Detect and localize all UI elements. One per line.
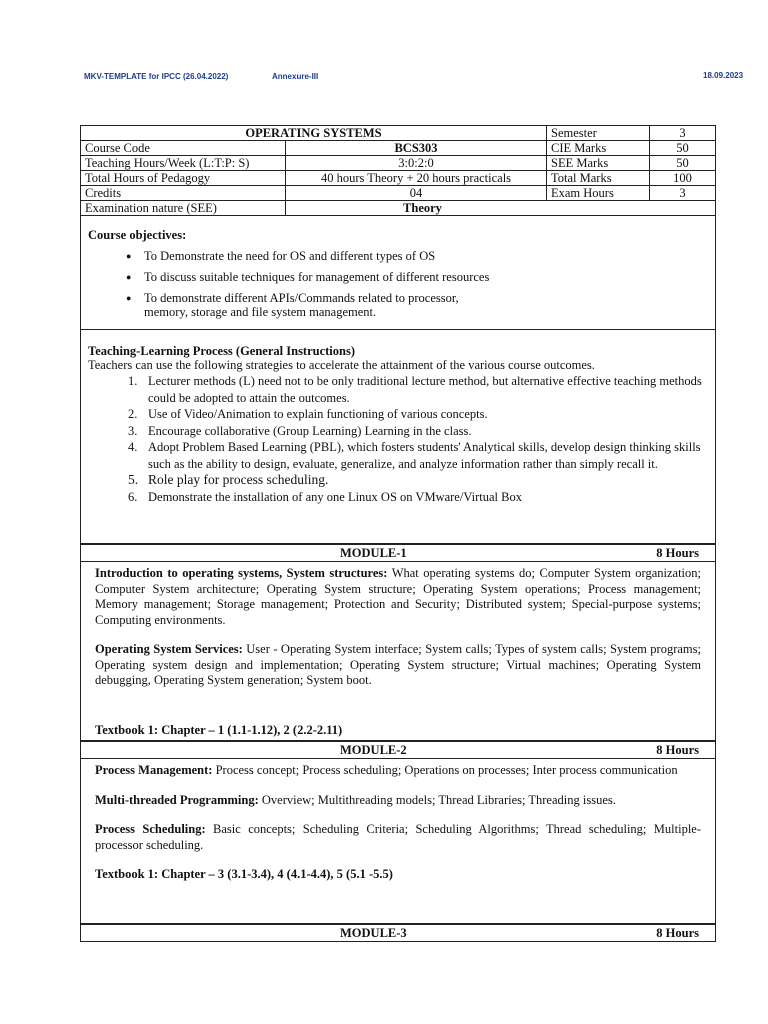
list-number: 5. bbox=[128, 472, 139, 487]
objectives-list bbox=[88, 249, 715, 319]
list-item bbox=[128, 472, 715, 489]
course-title: OPERATING SYSTEMS bbox=[81, 126, 547, 141]
list-text: Lecturer methods (L) need not to be only traditional lecture method, but alternative effective teaching methods could be adopted to attain the outcomes. bbox=[148, 374, 702, 405]
objectives-title: Course objectives: bbox=[88, 228, 187, 242]
module-3 bbox=[80, 924, 716, 942]
annexure-label: Annexure-III bbox=[272, 72, 319, 81]
topic-text: What operating systems do; Computer System organization; Computer System architecture; Operating System structure; Operating System operations; Process management; Memory management; Storage management; Protection and Security; Distributed system; Special-purpose systems; Computing environments. bbox=[95, 566, 701, 627]
topic-heading: Process Scheduling: bbox=[95, 822, 206, 836]
table-cell: SEE Marks bbox=[547, 156, 650, 171]
table-row bbox=[81, 186, 716, 201]
topic-heading: Operating System Services: bbox=[95, 642, 243, 656]
teaching-learning-process bbox=[80, 330, 716, 544]
table-cell: 100 bbox=[650, 171, 716, 186]
table-cell: CIE Marks bbox=[547, 141, 650, 156]
module-header bbox=[81, 544, 715, 562]
module-paragraph bbox=[95, 763, 701, 779]
table-cell: 50 bbox=[650, 156, 716, 171]
table-cell: Teaching Hours/Week (L:T:P: S) bbox=[81, 156, 286, 171]
teaching-intro: Teachers can use the following strategies to accelerate the attainment of the various course outcomes. bbox=[88, 358, 595, 372]
table-cell: Examination nature (SEE) bbox=[81, 201, 286, 216]
list-item bbox=[128, 489, 715, 506]
module-paragraph bbox=[95, 793, 701, 809]
table-cell: Semester bbox=[547, 126, 650, 141]
module-header bbox=[81, 924, 715, 942]
module-header bbox=[81, 741, 715, 759]
table-cell: Total Marks bbox=[547, 171, 650, 186]
table-cell: Theory bbox=[286, 201, 716, 216]
table-cell: Course Code bbox=[81, 141, 286, 156]
course-info-table bbox=[80, 125, 716, 216]
module-title: MODULE-1 bbox=[340, 546, 407, 560]
topic-text: Overview; Multithreading models; Thread Libraries; Threading issues. bbox=[258, 792, 616, 807]
topic-text: User - Operating System interface; System calls; Types of system calls; System programs; Operating system design and implementation; Operating System structure; Virtual machines; Operating System debugging, Operating System generation; System boot. bbox=[95, 642, 701, 687]
topic-heading: Process Management: bbox=[95, 763, 213, 777]
list-item: ● To Demonstrate the need for OS and different types of OS bbox=[144, 249, 715, 263]
table-row bbox=[81, 171, 716, 186]
syllabus-frame bbox=[80, 125, 716, 942]
table-cell: Exam Hours bbox=[547, 186, 650, 201]
module-1 bbox=[80, 544, 716, 741]
course-objectives bbox=[80, 216, 716, 330]
textbook-reference: Textbook 1: Chapter – 3 (3.1-3.4), 4 (4.1-4.4), 5 (5.1 -5.5) bbox=[95, 867, 393, 881]
list-item bbox=[128, 406, 715, 423]
module-paragraph bbox=[95, 642, 701, 689]
teaching-title: Teaching-Learning Process (General Instructions) bbox=[88, 344, 356, 358]
list-item bbox=[144, 291, 715, 319]
table-cell: 3 bbox=[650, 186, 716, 201]
textbook-reference: Textbook 1: Chapter – 1 (1.1-1.12), 2 (2.2-2.11) bbox=[95, 722, 343, 737]
module-2 bbox=[80, 741, 716, 924]
table-cell: BCS303 bbox=[286, 141, 547, 156]
table-cell: Total Hours of Pedagogy bbox=[81, 171, 286, 186]
template-label: MKV-TEMPLATE for IPCC (26.04.2022) bbox=[84, 72, 229, 81]
list-item-line: memory, storage and file system management. bbox=[144, 305, 377, 319]
table-row bbox=[81, 156, 716, 171]
module-title: MODULE-3 bbox=[340, 926, 407, 940]
list-number: 3. bbox=[128, 423, 138, 438]
topic-heading: Multi-threaded Programming: bbox=[95, 792, 259, 807]
table-cell: 3 bbox=[650, 126, 716, 141]
table-cell: Credits bbox=[81, 186, 286, 201]
module-paragraph bbox=[95, 566, 701, 628]
list-text: Use of Video/Animation to explain functioning of various concepts. bbox=[148, 407, 488, 421]
document-date: 18.09.2023 bbox=[703, 71, 744, 80]
list-number: 6. bbox=[128, 489, 138, 504]
module-hours: 8 Hours bbox=[656, 743, 699, 757]
table-row bbox=[81, 201, 716, 216]
topic-heading: Introduction to operating systems, System structures: bbox=[95, 566, 388, 580]
module-hours: 8 Hours bbox=[656, 546, 699, 560]
list-number: 4. bbox=[128, 440, 138, 454]
table-row bbox=[81, 141, 716, 156]
list-item bbox=[128, 373, 715, 406]
module-hours: 8 Hours bbox=[656, 926, 699, 940]
module-paragraph bbox=[95, 822, 701, 853]
table-cell: 50 bbox=[650, 141, 716, 156]
module-body bbox=[81, 562, 715, 740]
teaching-list bbox=[88, 373, 715, 505]
module-title: MODULE-2 bbox=[340, 743, 407, 757]
module-body bbox=[81, 759, 715, 923]
list-item-line: To demonstrate different APIs/Commands related to processor, bbox=[144, 291, 459, 305]
table-cell: 40 hours Theory + 20 hours practicals bbox=[286, 171, 547, 186]
list-item bbox=[128, 423, 715, 440]
table-cell: 04 bbox=[286, 186, 547, 201]
list-number: 2. bbox=[128, 407, 138, 421]
list-text: Demonstrate the installation of any one Linux OS on VMware/Virtual Box bbox=[148, 489, 522, 504]
table-cell: 3:0:2:0 bbox=[286, 156, 547, 171]
list-text: Adopt Problem Based Learning (PBL), which fosters students' Analytical skills, develop design thinking skills such as the ability to design, evaluate, generalize, and analyze information rather than simply recall it. bbox=[148, 440, 701, 471]
list-number: 1. bbox=[128, 374, 138, 388]
list-item bbox=[128, 439, 715, 472]
list-text: Role play for process scheduling. bbox=[148, 472, 329, 487]
list-item: ● To discuss suitable techniques for management of different resources bbox=[144, 270, 715, 284]
topic-text: Process concept; Process scheduling; Operations on processes; Inter process communication bbox=[212, 763, 678, 777]
list-text: Encourage collaborative (Group Learning) Learning in the class. bbox=[148, 423, 472, 438]
topic-text: Basic concepts; Scheduling Criteria; Scheduling Algorithms; Thread scheduling; Multiple-processor scheduling. bbox=[95, 822, 701, 852]
table-row bbox=[81, 126, 716, 141]
